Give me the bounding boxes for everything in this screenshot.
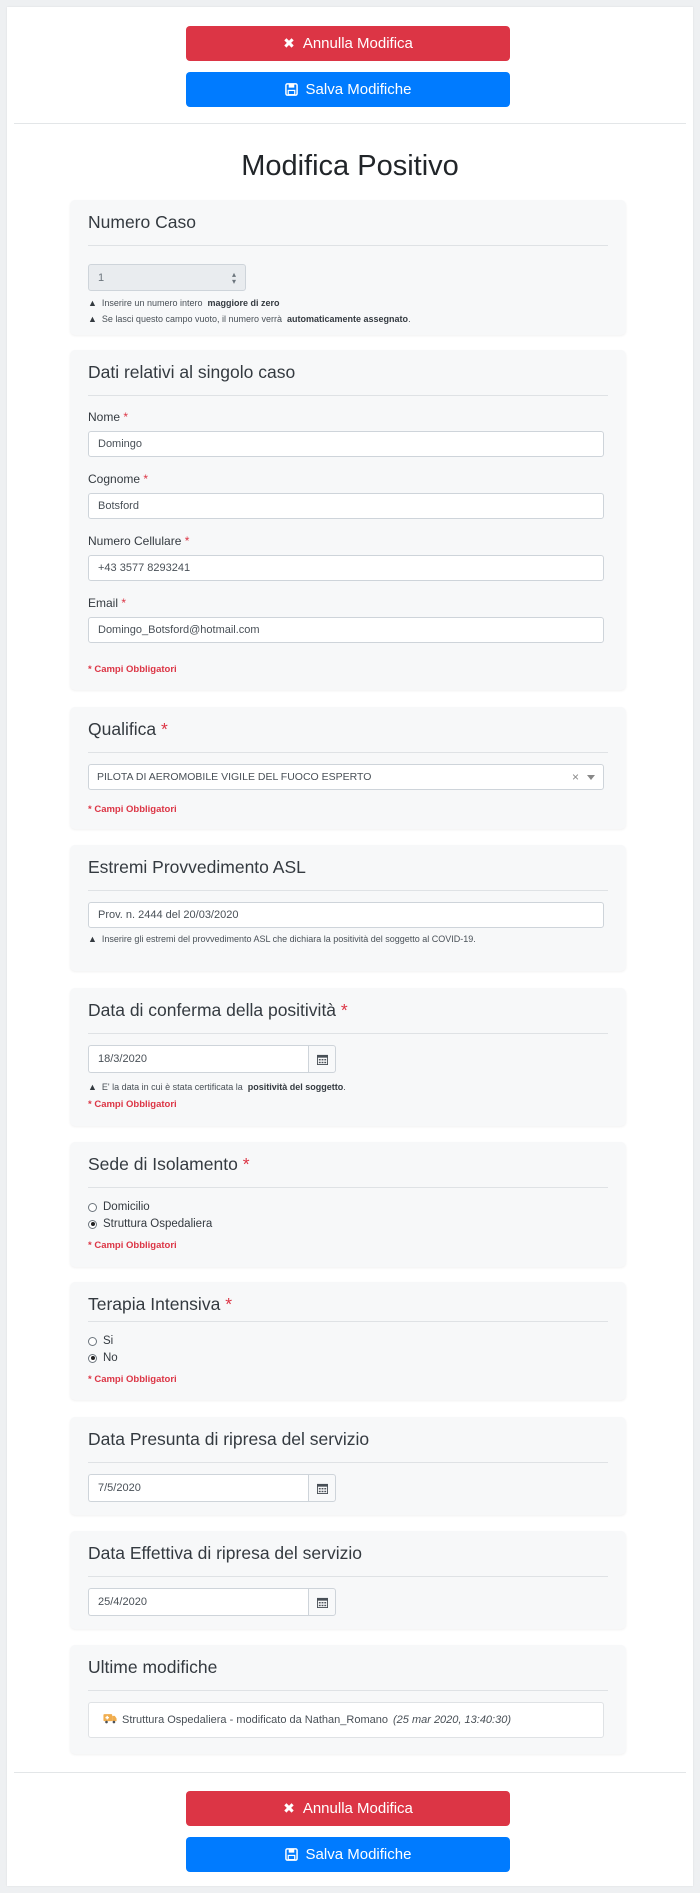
qualifica-select[interactable] [88, 764, 604, 790]
cancel-button-top[interactable] [186, 26, 510, 61]
radio-label: Struttura Ospedaliera [103, 1218, 213, 1230]
provvedimento-hint [88, 934, 476, 944]
card-separator [88, 395, 608, 396]
hint-text: Se lasci questo campo vuoto, il numero verrà [101, 314, 283, 324]
card-sede-isolamento [70, 1142, 626, 1267]
cancel-button-bottom[interactable] [186, 1791, 510, 1826]
required-mark: * [123, 410, 129, 424]
cellulare-input[interactable] [88, 555, 604, 581]
warning-triangle-icon: ▲ [88, 298, 97, 308]
calendar-icon[interactable] [308, 1474, 336, 1502]
terapia-heading-text: Terapia Intensiva [88, 1294, 221, 1314]
radio-struttura-ospedaliera[interactable] [88, 1218, 212, 1230]
hint-text: E' la data in cui è stata certificata la [101, 1082, 243, 1092]
times-icon: ✖ [283, 35, 295, 51]
card-separator [88, 1321, 608, 1322]
hint-suffix: . [343, 1082, 346, 1092]
cognome-label [88, 472, 148, 486]
card-separator [88, 1187, 608, 1188]
card-provvedimento [70, 845, 626, 971]
number-spinner-icon[interactable]: ▴ ▾ [231, 269, 236, 286]
cellulare-label-text: Numero Cellulare [88, 534, 182, 548]
cognome-label-text: Cognome [88, 472, 141, 486]
cancel-button-label: Annulla Modifica [302, 1800, 413, 1817]
card-separator [88, 1462, 608, 1463]
cognome-input[interactable] [88, 493, 604, 519]
save-button-label: Salva Modifiche [305, 81, 412, 98]
required-mark: * [143, 472, 149, 486]
radio-domicilio[interactable] [88, 1201, 150, 1213]
calendar-icon[interactable] [308, 1045, 336, 1073]
floppy-disk-icon [285, 1848, 298, 1861]
page-title: Modifica Positivo [241, 150, 459, 182]
page [7, 7, 693, 1886]
card-separator [88, 1576, 608, 1577]
cancel-button-label: Annulla Modifica [302, 35, 413, 52]
radio-button-checked[interactable] [88, 1220, 97, 1229]
radio-label: Si [103, 1335, 114, 1347]
provvedimento-heading: Estremi Provvedimento ASL [88, 857, 306, 877]
numero-caso-hint-1 [88, 298, 280, 308]
nome-input[interactable] [88, 431, 604, 457]
terapia-heading [88, 1294, 232, 1315]
card-numero-caso [70, 200, 626, 335]
save-button-label: Salva Modifiche [305, 1846, 412, 1863]
qualifica-heading-text: Qualifica [88, 719, 157, 739]
provvedimento-input[interactable] [88, 902, 604, 928]
numero-caso-hint-2 [88, 314, 411, 324]
radio-button[interactable] [88, 1203, 97, 1212]
hint-bold: positività del soggetto [247, 1082, 344, 1092]
radio-no[interactable] [88, 1352, 118, 1364]
card-data-conferma [70, 988, 626, 1126]
divider-top [14, 123, 686, 124]
hint-text: Inserire un numero intero [101, 298, 203, 308]
ambulance-icon [103, 1713, 117, 1727]
data-conferma-datepicker [88, 1045, 336, 1073]
floppy-disk-icon [285, 83, 298, 96]
data-presunta-heading: Data Presunta di ripresa del servizio [88, 1429, 370, 1449]
required-mark: * [160, 719, 168, 739]
required-note: * Campi Obbligatori [88, 1240, 177, 1251]
card-separator [88, 752, 608, 753]
radio-label: Domicilio [103, 1201, 150, 1213]
required-mark: * [184, 534, 190, 548]
chevron-down-icon[interactable] [587, 775, 595, 780]
save-button-bottom[interactable] [186, 1837, 510, 1872]
hint-text: Inserire gli estremi del provvedimento ASL che dichiara la positività del soggetto al COVID-19. [101, 934, 476, 944]
email-label-text: Email [88, 596, 119, 610]
qualifica-selected-value: PILOTA DI AEROMOBILE VIGILE DEL FUOCO ESPERTO [97, 771, 372, 783]
cellulare-label [88, 534, 189, 548]
calendar-icon[interactable] [308, 1588, 336, 1616]
required-note: * Campi Obbligatori [88, 804, 177, 815]
radio-button[interactable] [88, 1337, 97, 1346]
modification-log-entry [88, 1702, 604, 1738]
radio-si[interactable] [88, 1335, 113, 1347]
dati-caso-heading: Dati relativi al singolo caso [88, 362, 296, 382]
required-note: * Campi Obbligatori [88, 1099, 177, 1110]
data-conferma-heading [88, 1000, 348, 1021]
radio-button-checked[interactable] [88, 1354, 97, 1363]
required-mark: * [225, 1294, 232, 1314]
radio-label: No [103, 1352, 118, 1364]
required-mark: * [242, 1154, 250, 1174]
card-dati-caso [70, 350, 626, 690]
data-presunta-input[interactable]: 7/5/2020 [88, 1474, 308, 1502]
card-separator [88, 1033, 608, 1034]
data-effettiva-datepicker [88, 1588, 336, 1616]
sede-heading-text: Sede di Isolamento [88, 1154, 238, 1174]
card-separator [88, 890, 608, 891]
card-qualifica [70, 707, 626, 829]
qualifica-heading [88, 719, 168, 740]
card-separator [88, 245, 608, 246]
divider-bottom [14, 1772, 686, 1773]
email-label [88, 596, 126, 610]
save-button-top[interactable] [186, 72, 510, 107]
required-mark: * [121, 596, 127, 610]
data-effettiva-heading: Data Effettiva di ripresa del servizio [88, 1543, 362, 1563]
warning-triangle-icon: ▲ [88, 314, 97, 324]
hint-suffix: . [408, 314, 411, 324]
data-conferma-heading-text: Data di conferma della positività [88, 1000, 337, 1020]
required-mark: * [340, 1000, 348, 1020]
nome-label-text: Nome [88, 410, 121, 424]
log-entry-text: Struttura Ospedaliera - modificato da Nathan_Romano [122, 1714, 388, 1726]
data-effettiva-input[interactable]: 25/4/2020 [88, 1588, 308, 1616]
nome-label [88, 410, 128, 424]
warning-triangle-icon: ▲ [88, 1082, 97, 1092]
card-ultime-modifiche [70, 1645, 626, 1754]
hint-bold: maggiore di zero [207, 298, 280, 308]
numero-caso-value: 1 [98, 271, 105, 284]
required-note: * Campi Obbligatori [88, 1374, 177, 1385]
hint-bold: automaticamente assegnato [287, 314, 409, 324]
numero-caso-input[interactable] [88, 264, 246, 291]
card-data-presunta [70, 1417, 626, 1515]
warning-triangle-icon: ▲ [88, 934, 97, 944]
data-conferma-input[interactable]: 18/3/2020 [88, 1045, 308, 1073]
ultime-modifiche-heading: Ultime modifiche [88, 1657, 218, 1677]
data-presunta-datepicker [88, 1474, 336, 1502]
data-conferma-hint [88, 1082, 346, 1092]
email-input[interactable] [88, 617, 604, 643]
sede-heading [88, 1154, 250, 1175]
clear-selection-icon[interactable]: × [571, 770, 579, 784]
numero-caso-heading: Numero Caso [88, 212, 196, 232]
log-entry-time: (25 mar 2020, 13:40:30) [392, 1714, 512, 1726]
card-terapia-intensiva [70, 1282, 626, 1400]
times-icon: ✖ [283, 1800, 295, 1816]
card-data-effettiva [70, 1531, 626, 1629]
card-separator [88, 1690, 608, 1691]
required-note: * Campi Obbligatori [88, 664, 177, 675]
